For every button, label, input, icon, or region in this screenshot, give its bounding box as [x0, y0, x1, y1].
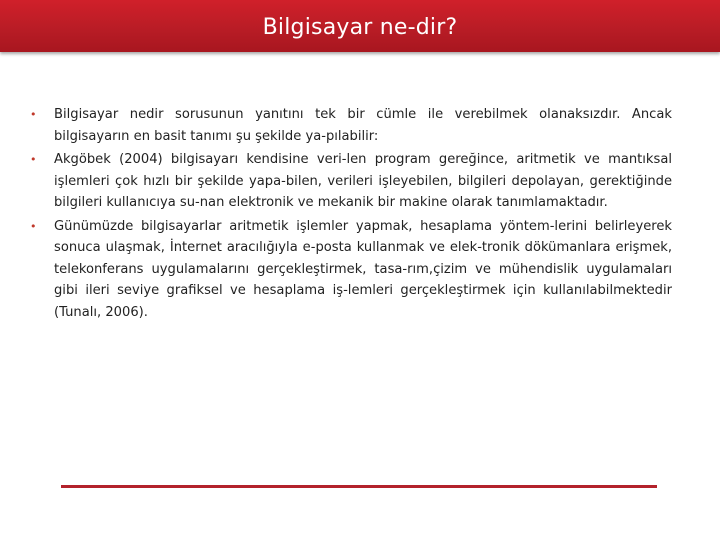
bullet-item: [30, 216, 672, 324]
bullet-icon: •: [30, 219, 37, 233]
bullet-item: [30, 149, 672, 214]
bullet-icon: •: [30, 153, 37, 166]
footer-divider: [61, 485, 657, 488]
bullet-text: Akgöbek (2004) bilgisayarı kendisine veri-len program gereğince, aritmetik ve mantıksal işlemleri çok hızlı bir şekilde yapa-bilen, verileri işleyebilen, bilgileri depolayan, gerektiğinde bilgileri kullanıcıya su-nan elektronik ve mekanik bir makine olarak tanımlamaktadır.: [54, 152, 672, 210]
bullet-text: Bilgisayar nedir sorusunun yanıtını tek bir cümle ile verebilmek olanaksızdır. Ancak bilgisayarın en basit tanımı şu şekilde ya-pılabilir:: [54, 107, 672, 144]
slide-title: Bilgisayar ne-dir?: [262, 15, 458, 40]
bullet-item: [30, 104, 672, 147]
bullet-icon: •: [30, 108, 37, 121]
bullet-text: Günümüzde bilgisayarlar aritmetik işlemler yapmak, hesaplama yöntem-lerini belirleyerek sonuca ulaşmak, İnternet aracılığıyla e-posta kullanmak ve elek-tronik dökümanlara erişmek, telekonferans uygulamalarını gerçekleştirmek, tasa-rım,çizim ve mühendislik uygulamaları gibi ileri seviye grafiksel ve hesaplama iş-lemleri gerçekleştirmek için kullanılabilmektedir (Tunalı, 2006).: [54, 218, 672, 320]
title-bar: [0, 0, 720, 52]
bullet-list: [30, 104, 672, 325]
